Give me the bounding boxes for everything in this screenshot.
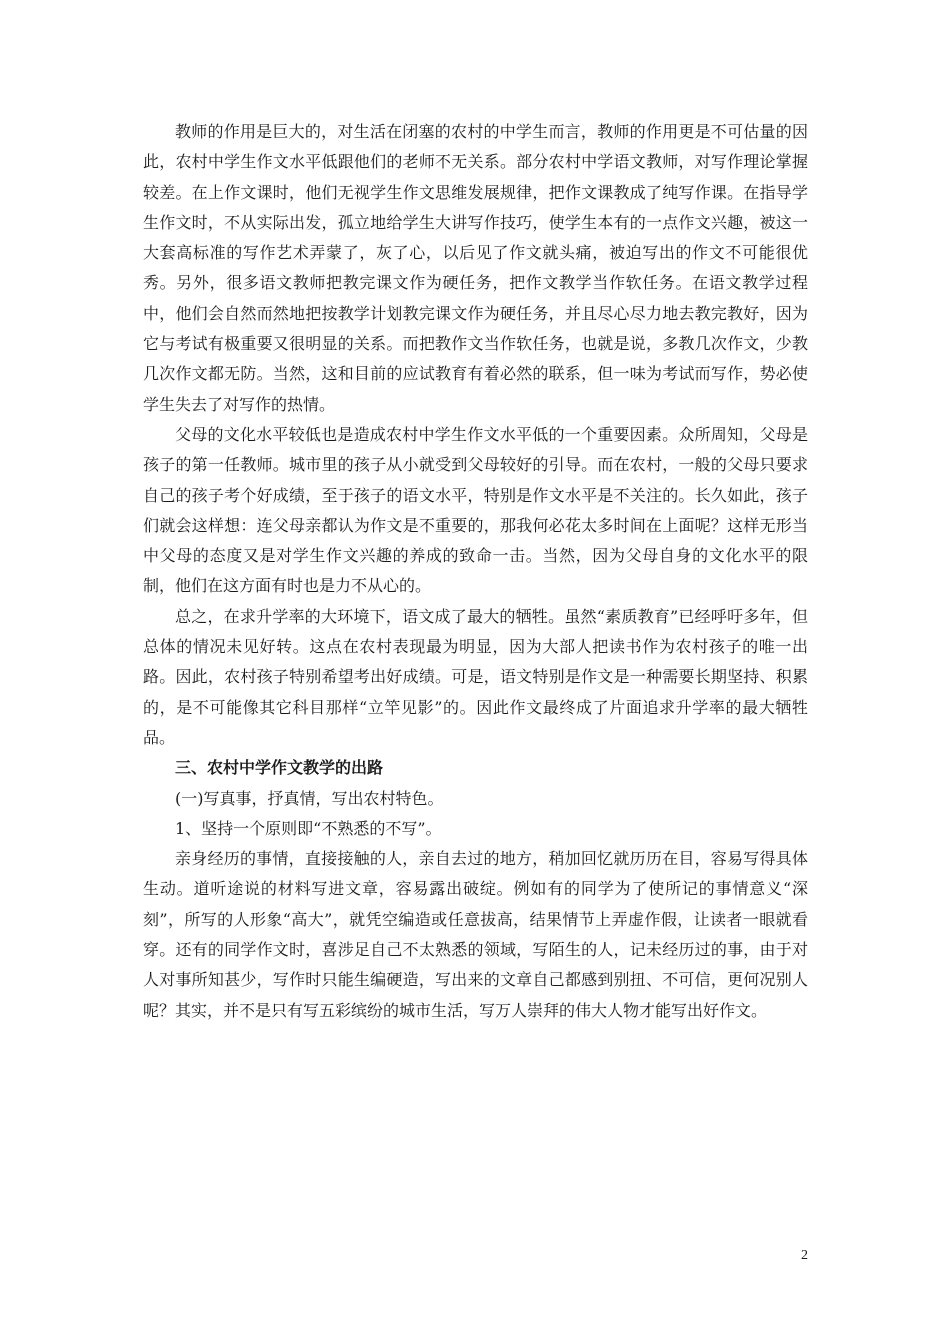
subheading-principle: 1、坚持一个原则即“不熟悉的不写”。 (175, 818, 442, 838)
subheading-one: (一)写真事，抒真情，写出农村特色。 (175, 788, 444, 808)
paragraph-teachers: 教师的作用是巨大的，对生活在闭塞的农村的中学生而言，教师的作用更是不可估量的因此，农村中学生作文水平低跟他们的老师不无关系。部分农村中学语文教师，对写作理论掌握较差。在上作文课时，他们无视学生作文思维发展规律，把作文课教成了纯写作课。在指导学生作文时，不从实际出发，孤立地给学生大讲写作技巧，使学生本有的一点作文兴趣，被这一大套高标准的写作艺术弄蒙了，灰了心，以后见了作文就头痛，被迫写出的作文不可能很优秀。另外，很多语文教师把教完课文作为硬任务，把作文教学当作软任务。在语文教学过程中，他们会自然而然地把按教学计划教完课文作为硬任务，并且尽心尽力地去教完教好，因为它与考试有极重要又很明显的关系。而把教作文当作软任务，也就是说，多教几次作文，少教几次作文都无防。当然，这和目前的应试教育有着必然的联系，但一味为考试而写作，势必使学生失去了对写作的热情。 (143, 122, 808, 414)
paragraph-summary: 总之，在求升学率的大环境下，语文成了最大的牺牲。虽然“素质教育”已经呼吁多年，但总体的情况未见好转。这点在农村表现最为明显，因为大部人把读书作为农村孩子的唯一出路。因此，农村孩子特别希望考出好成绩。可是，语文特别是作文是一种需要长期坚持、积累的，是不可能像其它科目那样“立竿见影”的。因此作文最终成了片面追求升学率的最大牺牲品。 (143, 606, 808, 747)
page-number: 2 (801, 1248, 808, 1263)
paragraph-experience: 亲身经历的事情，直接接触的人，亲自去过的地方，稍加回忆就历历在目，容易写得具体生动。道听途说的材料写进文章，容易露出破绽。例如有的同学为了使所记的事情意义“深刻”，所写的人形象“高大”，就凭空编造或任意拔高，结果情节上弄虚作假，让读者一眼就看穿。还有的同学作文时，喜涉足自己不太熟悉的领域，写陌生的人，记未经历过的事，由于对人对事所知甚少，写作时只能生编硬造，写出来的文章自己都感到别扭、不可信，更何况别人呢？其实，并不是只有写五彩缤纷的城市生活，写万人崇拜的伟大人物才能写出好作文。 (143, 849, 808, 1020)
paragraph-parents: 父母的文化水平较低也是造成农村中学生作文水平低的一个重要因素。众所周知，父母是孩子的第一任教师。城市里的孩子从小就受到父母较好的引导。而在农村，一般的父母只要求自己的孩子考个好成绩，至于孩子的语文水平，特别是作文水平是不关注的。长久如此，孩子们就会这样想：连父母亲都认为作文是不重要的，那我何必花太多时间在上面呢？这样无形当中父母的态度又是对学生作文兴趣的养成的致命一击。当然，因为父母自身的文化水平的限制，他们在这方面有时也是力不从心的。 (143, 424, 808, 596)
section-heading: 三、农村中学作文教学的出路 (175, 758, 384, 778)
document-body (143, 117, 808, 1026)
